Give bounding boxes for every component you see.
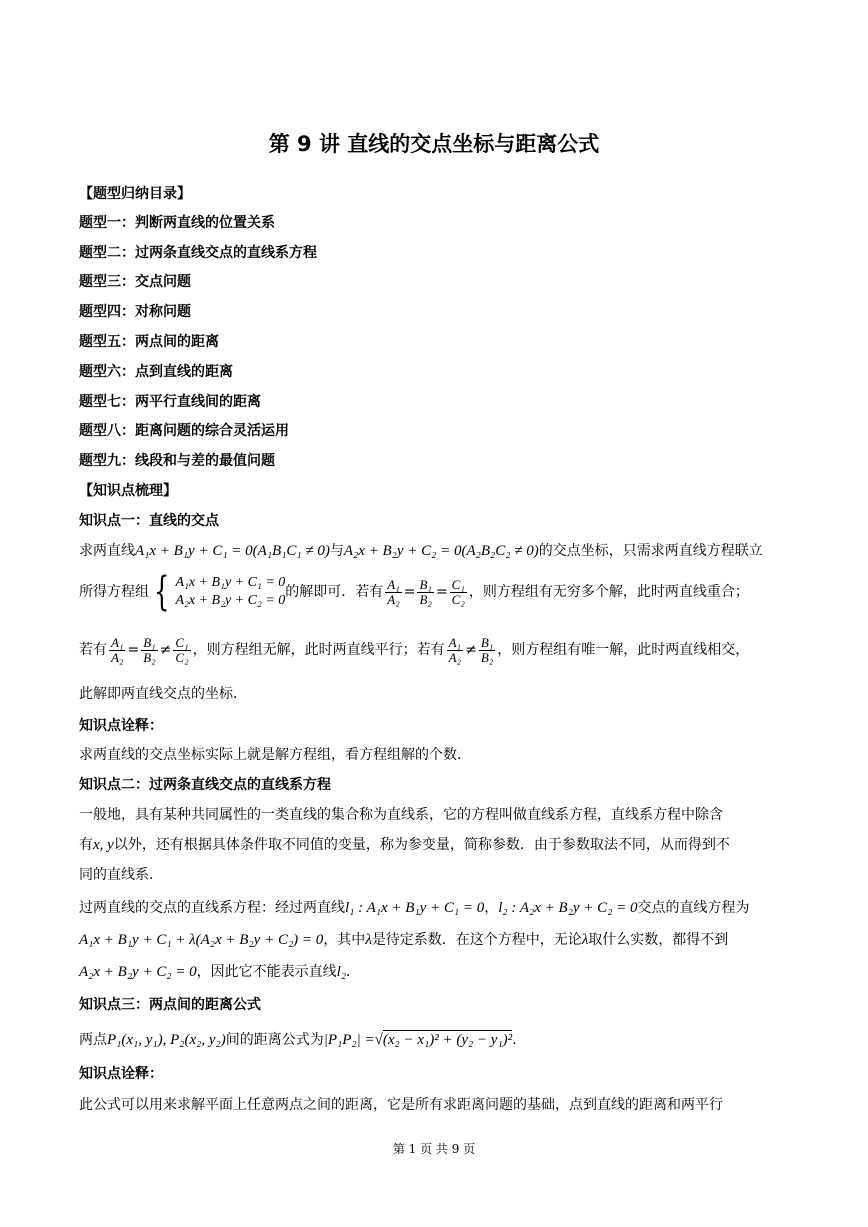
kp2-paragraph-line: 一般地，具有某种共同属性的一类直线的集合称为直线系，它的方程叫做直线系方程，直线系方程中除含 bbox=[79, 807, 723, 823]
text: ，则方程组有无穷多个解，此时两直线重合； bbox=[468, 584, 749, 600]
toc-item: 题型四：对称问题 bbox=[79, 304, 191, 320]
brace-symbol: { bbox=[154, 569, 170, 615]
denominator: C₂ bbox=[175, 649, 189, 665]
denominator: A₂ bbox=[448, 649, 462, 665]
sqrt-symbol: √ bbox=[374, 1032, 383, 1048]
text: 有 bbox=[79, 837, 93, 853]
equation: l₁ : A₁x + B₁y + C₁ = 0 bbox=[345, 900, 485, 916]
text: 求两直线 bbox=[79, 543, 135, 559]
text: ，则方程组有唯一解，此时两直线相交， bbox=[497, 642, 750, 658]
fraction bbox=[417, 578, 433, 607]
fraction bbox=[109, 636, 125, 665]
text: 所得方程组 bbox=[79, 584, 149, 600]
kp2-paragraph-line: 同的直线系． bbox=[79, 867, 163, 883]
equation: A₁x + B₁y + C₁ = 0 bbox=[175, 575, 286, 590]
kp2-paragraph-line bbox=[79, 898, 750, 918]
equation-system bbox=[175, 574, 285, 610]
text: 若有 bbox=[79, 642, 107, 658]
equation: l₂ : A₂x + B₂y + C₂ = 0 bbox=[498, 900, 638, 916]
variable: λ bbox=[365, 932, 372, 948]
kp1-paragraph-line bbox=[79, 630, 749, 674]
variable: l₂ bbox=[336, 964, 347, 980]
kp2-paragraph-line bbox=[79, 930, 728, 950]
toc-item: 题型六：点到直线的距离 bbox=[79, 364, 233, 380]
text: ，其中 bbox=[323, 932, 366, 948]
toc-item: 题型五：两点间的距离 bbox=[79, 334, 219, 350]
equation: A₂x + B₂y + C₂ = 0 bbox=[175, 593, 286, 608]
kp3-heading: 知识点三：两点间的距离公式 bbox=[79, 997, 261, 1013]
text: 间的距离公式为 bbox=[225, 1032, 324, 1048]
numerator: C₁ bbox=[175, 634, 189, 650]
text: ． bbox=[346, 964, 361, 980]
toc-item: 题型七：两平行直线间的距离 bbox=[79, 394, 261, 410]
page-footer: 第 1 页 共 9 页 bbox=[392, 1142, 476, 1156]
kp3-note: 此公式可以用来求解平面上任意两点之间的距离，它是所有求距离问题的基础，点到直线的距离和两平行 bbox=[79, 1097, 723, 1113]
kp1-paragraph-line bbox=[79, 541, 763, 561]
kp2-paragraph-line bbox=[79, 835, 730, 855]
kp1-paragraph-line bbox=[79, 569, 749, 616]
denominator: A₂ bbox=[111, 649, 124, 665]
numerator: B₁ bbox=[143, 634, 156, 650]
fraction bbox=[450, 578, 467, 607]
kp3-paragraph-line bbox=[79, 1030, 526, 1050]
kp3-note-heading: 知识点诠释： bbox=[79, 1066, 163, 1082]
numerator: A₁ bbox=[111, 634, 124, 650]
equation: A₁x + B₁y + C₁ = 0(A₁B₁C₁ ≠ 0) bbox=[135, 543, 330, 559]
symbol: ≠ bbox=[465, 642, 477, 658]
text: 过两直线的交点的直线系方程：经过两直线 bbox=[79, 900, 345, 916]
equation: A₁x + B₁y + C₁ + λ(A₂x + B₂y + C₂) = 0 bbox=[79, 932, 324, 948]
equation: P₁(x₁, y₁), P₂(x₂, y₂) bbox=[107, 1032, 226, 1048]
symbol: = bbox=[403, 584, 416, 600]
fraction bbox=[141, 636, 157, 665]
numerator: A₁ bbox=[448, 634, 462, 650]
text: 交点的直线方程为 bbox=[637, 900, 750, 916]
symbol: = bbox=[127, 642, 140, 658]
toc-item: 题型一：判断两直线的位置关系 bbox=[79, 215, 275, 231]
equation: A₂x + B₂y + C₂ = 0 bbox=[79, 964, 197, 980]
text: 以外，还有根据具体条件取不同值的变量，称为参变量，简称参数．由于参数取法不同，从而得到不 bbox=[113, 837, 730, 853]
kp2-heading: 知识点二：过两条直线交点的直线系方程 bbox=[79, 777, 331, 793]
toc-item: 题型二：过两条直线交点的直线系方程 bbox=[79, 245, 317, 261]
fraction bbox=[173, 636, 190, 665]
equation: (x₂ − x₁)² + (y₂ − y₁)² bbox=[382, 1032, 513, 1048]
kp1-note: 求两直线的交点坐标实际上就是解方程组，看方程组解的个数． bbox=[79, 747, 471, 763]
kp1-paragraph-line: 此解即两直线交点的坐标． bbox=[79, 686, 247, 702]
text: ，则方程组无解，此时两直线平行；若有 bbox=[192, 642, 445, 658]
symbol: = bbox=[435, 584, 448, 600]
text: 的交点坐标，只需求两直线方程联立 bbox=[538, 543, 763, 559]
knowledge-heading: 【知识点梳理】 bbox=[79, 483, 177, 499]
text: ， bbox=[484, 900, 499, 916]
toc-heading: 【题型归纳目录】 bbox=[79, 186, 191, 202]
text: 是待定系数．在这个方程中，无论 bbox=[371, 932, 582, 948]
kp1-note-heading: 知识点诠释： bbox=[79, 718, 163, 734]
toc-item: 题型九：线段和与差的最值问题 bbox=[79, 453, 275, 469]
equation: A₂x + B₂y + C₂ = 0(A₂B₂C₂ ≠ 0) bbox=[343, 543, 539, 559]
text: ，因此它不能表示直线 bbox=[196, 964, 337, 980]
toc-item: 题型八：距离问题的综合灵活运用 bbox=[79, 423, 289, 439]
fraction bbox=[447, 636, 463, 665]
text: 的解即可．若有 bbox=[285, 584, 384, 600]
text: 两点 bbox=[79, 1032, 107, 1048]
variable: λ bbox=[581, 932, 589, 948]
fraction bbox=[479, 636, 495, 665]
symbol: ≠ bbox=[159, 642, 172, 658]
page-title: 第 9 讲 直线的交点坐标与距离公式 bbox=[268, 132, 600, 156]
denominator: A₂ bbox=[387, 591, 400, 607]
kp2-paragraph-line bbox=[79, 962, 360, 982]
numerator: C₁ bbox=[451, 576, 465, 592]
text: 与 bbox=[329, 543, 344, 559]
numerator: A₁ bbox=[387, 576, 400, 592]
kp1-heading: 知识点一：直线的交点 bbox=[79, 513, 219, 529]
text: ． bbox=[512, 1032, 527, 1048]
fraction bbox=[385, 578, 401, 607]
toc-item: 题型三：交点问题 bbox=[79, 274, 191, 290]
denominator: B₂ bbox=[480, 649, 494, 665]
numerator: B₁ bbox=[419, 576, 432, 592]
numerator: B₁ bbox=[480, 634, 494, 650]
denominator: C₂ bbox=[451, 591, 465, 607]
variable: x, y bbox=[93, 837, 114, 853]
denominator: B₂ bbox=[143, 649, 156, 665]
denominator: B₂ bbox=[419, 591, 432, 607]
text: 取什么实数，都得不到 bbox=[588, 932, 729, 948]
equation: |P₁P₂| = bbox=[323, 1032, 375, 1048]
